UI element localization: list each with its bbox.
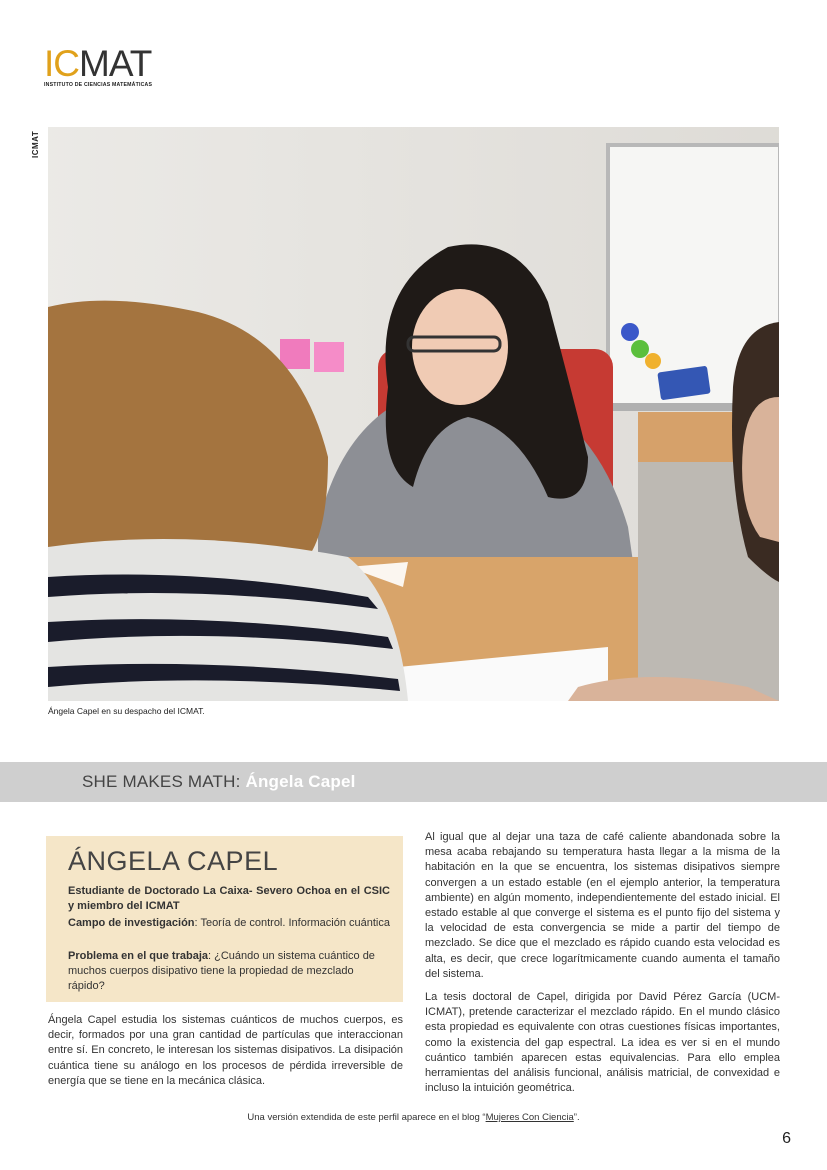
person-face	[412, 289, 508, 405]
magnet-blue	[621, 323, 639, 341]
problem-label: Problema en el que trabaja	[68, 950, 208, 962]
footer-note-after: ”.	[573, 1112, 580, 1123]
sticky-note-2	[314, 342, 344, 372]
field-label: Campo de investigación	[68, 917, 195, 929]
field-value: : Teoría de control. Información cuántica	[194, 917, 390, 929]
banner-prefix: SHE MAKES MATH	[82, 772, 236, 791]
footer-note-before: Una versión extendida de este perfil aparece en el blog “	[247, 1112, 486, 1123]
page-number: 6	[782, 1130, 791, 1147]
icmat-logo	[44, 44, 154, 90]
right-paragraph-2: La tesis doctoral de Capel, dirigida por David Pérez García (UCM-ICMAT), pretende caracterizar el mezclado rápido. En el mundo clásico esta propiedad es equivalente con otras cuestiones físicas importantes, como la existencia del gap espectral. La idea es ver si en el mundo cuántico también aparecen estas equivalencias. Para ello emplea herramientas del análisis funcional, análisis matricial, de convexidad e incluso la intuición geométrica.	[425, 991, 780, 1095]
profile-photo	[48, 127, 779, 701]
sticky-note-1	[280, 339, 310, 369]
logo-wordmark	[44, 44, 154, 84]
profile-problem	[68, 949, 390, 994]
photo-caption: Ángela Capel en su despacho del ICMAT.	[48, 706, 205, 716]
right-column	[425, 830, 780, 1104]
logo-mat: MAT	[79, 43, 152, 84]
logo-ic: IC	[44, 43, 79, 84]
magnet-yellow	[645, 353, 661, 369]
footer-note	[0, 1112, 827, 1123]
profile-name: ÁNGELA CAPEL	[68, 846, 279, 876]
logo-subtitle: INSTITUTO DE CIENCIAS MATEMÁTICAS	[44, 82, 153, 88]
banner-separator: :	[235, 772, 246, 791]
problem-value: : ¿Cuándo un sistema cuántico de muchos cuerpos disipativo tiene la propiedad de mezclado rápido?	[68, 950, 375, 992]
left-column	[48, 1013, 403, 1089]
banner-name: Ángela Capel	[245, 772, 356, 791]
magnet-green	[631, 340, 649, 358]
banner-title	[82, 772, 356, 792]
side-label: ICMAT	[31, 130, 40, 158]
profile-box	[46, 836, 403, 1002]
profile-field	[68, 916, 390, 931]
section-banner	[0, 762, 827, 802]
profile-role: Estudiante de Doctorado La Caixa- Severo Ochoa en el CSIC y miembro del ICMAT	[68, 885, 390, 912]
blog-link[interactable]: Mujeres Con Ciencia	[485, 1112, 574, 1123]
photo-illustration	[48, 127, 779, 701]
left-paragraph: Ángela Capel estudia los sistemas cuánticos de muchos cuerpos, es decir, formados por una gran cantidad de partículas que interaccionan entre sí. En concreto, le interesan los sistemas disipativos. La disipación cuántica tiene su análogo en los procesos de pérdida irreversible de energía que se tiene en la mecánica clásica.	[48, 1014, 403, 1087]
right-paragraph-1: Al igual que al dejar una taza de café caliente abandonada sobre la mesa acaba rebajando su temperatura hasta llegar a la misma de la habitación en la que se encuentra, los sistemas disipativos siempre convergen a un estado estable (en el ejemplo anterior, la temperatura ambiente) en algún momento, independientemente del estado inicial. El estado estable al que converge el sistema es el punto fijo del sistema y la velocidad de esta convergencia se mide a partir del tiempo de mezclado. Se dice que el mezclado es rápido cuando esta velocidad es alta, es decir, que crece logarítmicamente cuando aumenta el tamaño del sistema.	[425, 831, 780, 980]
